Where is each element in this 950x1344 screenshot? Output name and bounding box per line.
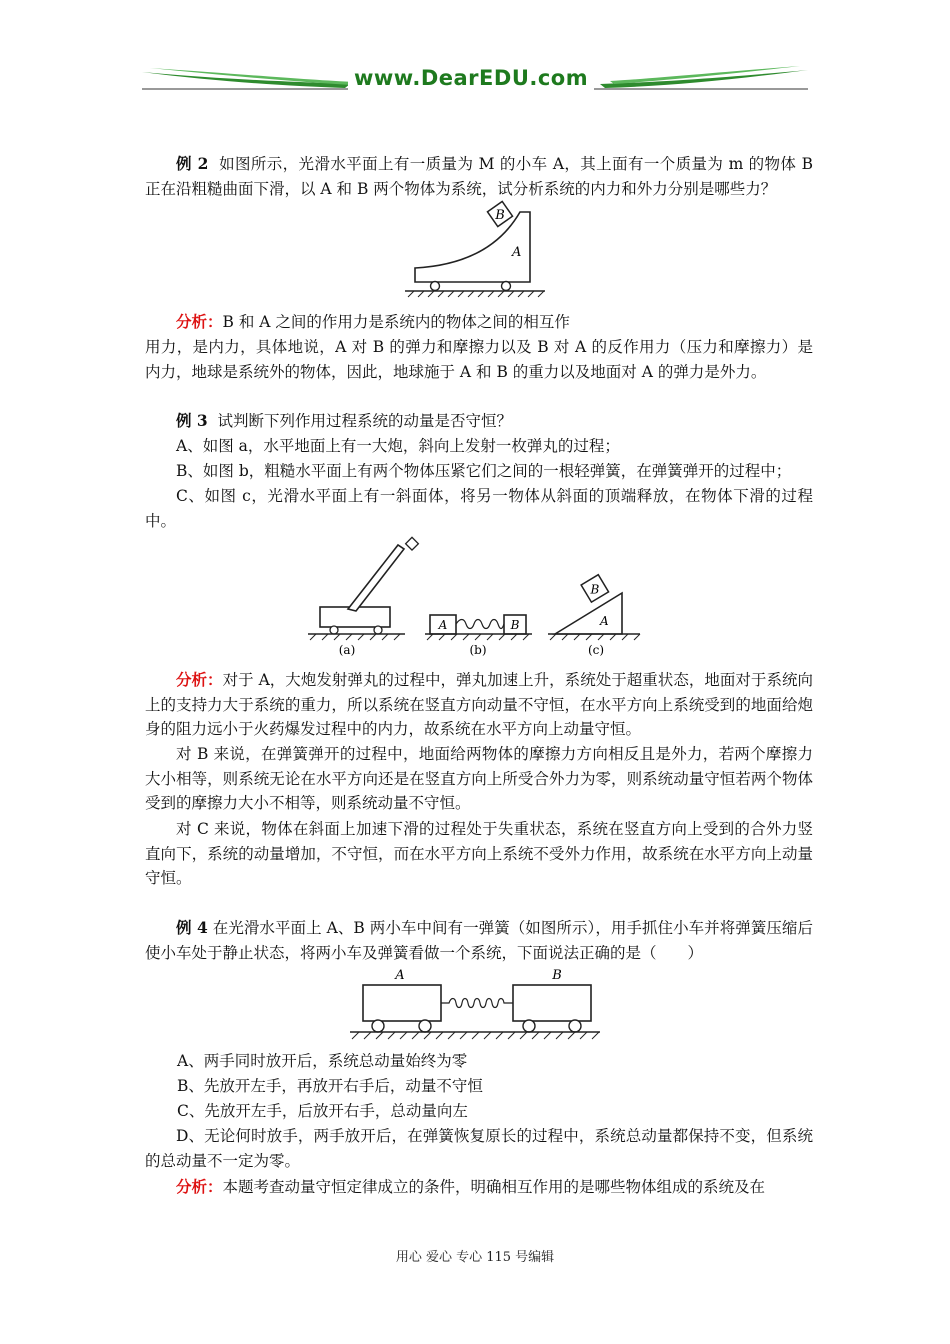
example2-figure (400, 200, 550, 300)
example4-option-c: C、先放开左手，后放开右手，总动量向左 (177, 1102, 468, 1120)
example4-label: 例 4 (176, 918, 208, 937)
example2-text: 如图所示，光滑水平面上有一质量为 M 的小车 A，其上面有一个质量为 m 的物体 B 正在沿粗糙曲面下滑，以 A 和 B 两个物体为系统，试分析系统的内力和外力分别是哪些力？ (145, 155, 814, 198)
example4-analysis-label: 分析： (176, 1177, 223, 1196)
example4-text: 在光滑水平面上 A、B 两小车中间有一弹簧（如图所示），用手抓住小车并将弹簧压缩后使小车处于静止状态，将两小车及弹簧看做一个系统，下面说法正确的是（ ） (145, 919, 813, 962)
site-logo[interactable]: www.DearEDU.com (348, 66, 594, 90)
example4-fig-right-label: B (552, 968, 562, 983)
example2-fig-body-label: A (512, 245, 522, 260)
example2-analysis (145, 310, 813, 335)
figure-b-right-label: B (510, 618, 520, 632)
figure-c-block-label: B (590, 582, 600, 597)
example4-fig-left-label: A (395, 968, 405, 983)
example4-option-a: A、两手同时放开后，系统总动量始终为零 (177, 1052, 468, 1070)
example3-analysis-b: 对 B 来说，在弹簧弹开的过程中，地面给两物体的摩擦力方向相反且是外力，若两个摩擦力大小相等，则系统无论在水平方向还是在竖直方向上所受合外力为零，则系统动量守恒若两个物体受到的摩擦力大小不相等，则系统动量不守恒。 (145, 745, 813, 812)
example4-figure (345, 965, 605, 1043)
figure-b-caption: (b) (469, 643, 487, 657)
example4-analysis-text: 本题考查动量守恒定律成立的条件，明确相互作用的是哪些物体组成的系统及在 (222, 1178, 766, 1196)
figure-c-wedge-label: A (600, 614, 609, 628)
figure-a-cannon (308, 537, 418, 657)
example3-text: 试判断下列作用过程系统的动量是否守恒？ (217, 412, 513, 430)
example2-analysis-cont: 用力，是内力，具体地说，A 对 B 的弹力和摩擦力以及 B 对 A 的反作用力（压力和摩擦力）是内力，地球是系统外的物体，因此，地球施于 A 和 B 的重力以及地面对 A 的弹力是外力。 (145, 338, 813, 381)
example3-label: 例 3 (176, 411, 208, 430)
example2-analysis-label: 分析： (176, 312, 223, 331)
example3-analysis-a (145, 668, 813, 742)
example2-label: 例 2 (176, 154, 209, 173)
example4-option-d: D、无论何时放手，两手放开后，在弹簧恢复原长的过程中，系统总动量都保持不变，但系统的总动量不一定为零。 (145, 1127, 813, 1170)
figure-b-left-label: A (438, 618, 448, 632)
example3-option-b: B、如图 b，粗糙水平面上有两个物体压紧它们之间的一根轻弹簧，在弹簧弹开的过程中； (176, 462, 792, 480)
example4-question (145, 916, 813, 965)
example3-figure (300, 535, 660, 660)
figure-a-caption: (a) (338, 643, 356, 657)
page-footer: 用心 爱心 专心 115 号编辑 (395, 1250, 555, 1265)
example3-option-a: A、如图 a，水平地面上有一大炮，斜向上发射一枚弹丸的过程； (176, 437, 620, 455)
figure-c-caption: (c) (587, 643, 605, 657)
example3-analysis-label: 分析： (176, 670, 223, 689)
figure-b-spring (425, 615, 532, 657)
example4-option-b: B、先放开左手，再放开右手后，动量不守恒 (177, 1077, 483, 1095)
example2-fig-block-label: B (495, 208, 505, 223)
example3-option-c: C、如图 c，光滑水平面上有一斜面体，将另一物体从斜面的顶端释放，在物体下滑的过程中。 (145, 487, 813, 530)
example3-analysis-c: 对 C 来说，物体在斜面上加速下滑的过程处于失重状态，系统在竖直方向上受到的合外力竖直向下，系统的动量增加，不守恒，而在水平方向上系统不受外力作用，故系统在水平方向上动量守恒。 (145, 820, 813, 887)
example3-analysis-a-text: 对于 A，大炮发射弹丸的过程中，弹丸加速上升，系统处于超重状态，地面对于系统向上的支持力大于系统的重力，所以系统在竖直方向动量不守恒，在水平方向上系统受到的地面给炮身的阻力远小于火药爆发过程中的内力，故系统在水平方向上动量守恒。 (145, 671, 813, 738)
example2-question (145, 152, 813, 201)
figure-c-wedge (548, 575, 640, 657)
example2-analysis-text: B 和 A 之间的作用力是系统内的物体之间的相互作 (222, 313, 570, 331)
example4-analysis (145, 1175, 813, 1200)
example3-question (145, 409, 813, 434)
